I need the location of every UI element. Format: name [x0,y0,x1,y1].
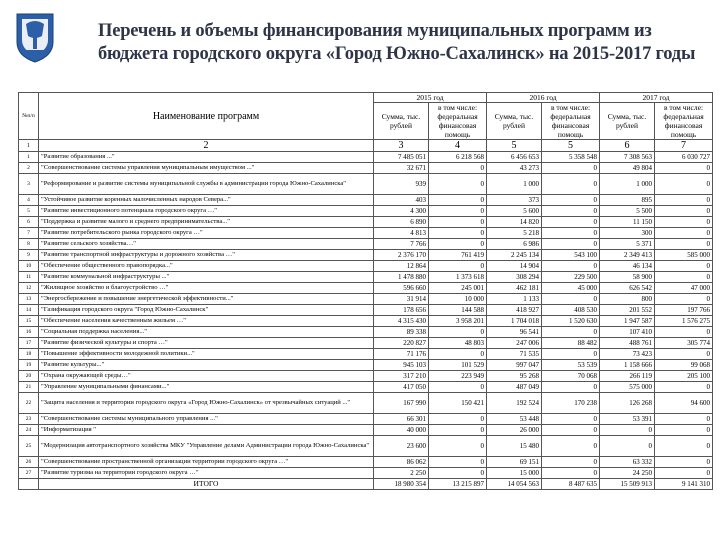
sum-2015: 66 301 [374,414,429,425]
row-num: 17 [19,338,39,349]
program-name: "Социальная поддержка населения..." [39,327,374,338]
row-num: 21 [19,382,39,393]
row-num: 5 [19,206,39,217]
program-name: "Совершенствование пространственной организации территории городского округа …" [39,457,374,468]
fed-2017: 0 [655,239,713,250]
row-num: 13 [19,294,39,305]
fed-2017: 0 [655,294,713,305]
fed-2016: 0 [542,425,600,436]
table-row [19,436,713,457]
fed-2015: 0 [429,261,487,272]
sum-2015: 86 062 [374,457,429,468]
program-name: "Энергосбережение и повышение энергетической эффективности..." [39,294,374,305]
column-index: 5 [487,140,542,152]
total-sum-2015: 18 980 354 [374,479,429,490]
fed-2015: 761 419 [429,250,487,261]
fed-2016: 408 530 [542,305,600,316]
sum-2015: 12 864 [374,261,429,272]
header-sum-2015: Сумма, тыс. рублей [374,103,429,140]
fed-2015: 0 [429,228,487,239]
fed-2017: 0 [655,228,713,239]
sum-2016: 95 268 [487,371,542,382]
fed-2016: 543 100 [542,250,600,261]
fed-2015: 101 529 [429,360,487,371]
fed-2015: 6 218 568 [429,152,487,163]
fed-2015: 150 421 [429,393,487,414]
fed-2017: 0 [655,206,713,217]
table-row [19,349,713,360]
table-row [19,239,713,250]
sum-2017: 63 332 [600,457,655,468]
fed-2017: 0 [655,436,713,457]
fed-2017: 0 [655,349,713,360]
fed-2017: 197 766 [655,305,713,316]
header-fed-2017: в том числе: федеральная финансовая помощь [655,103,713,140]
sum-2016: 462 181 [487,283,542,294]
fed-2016: 0 [542,261,600,272]
sum-2016: 997 047 [487,360,542,371]
fed-2017: 0 [655,195,713,206]
fed-2015: 0 [429,163,487,174]
table-row [19,457,713,468]
fed-2017: 0 [655,457,713,468]
fed-2016: 0 [542,206,600,217]
fed-2015: 0 [429,349,487,360]
sum-2017: 0 [600,425,655,436]
table-row [19,468,713,479]
column-index: 5 [542,140,600,152]
program-name: "Модернизация автотранспортного хозяйства МКУ "Управление делами Администрации города Южно-Сахалинска" [39,436,374,457]
fed-2015: 0 [429,327,487,338]
fed-2016: 0 [542,468,600,479]
total-label: ИТОГО [39,479,374,490]
sum-2015: 167 990 [374,393,429,414]
row-num: 26 [19,457,39,468]
table-row [19,371,713,382]
row-num: 24 [19,425,39,436]
table-row [19,338,713,349]
fed-2015: 0 [429,457,487,468]
row-num: 19 [19,360,39,371]
sum-2017: 895 [600,195,655,206]
header-sum-2016: Сумма, тыс. рублей [487,103,542,140]
total-fed-2016: 8 487 635 [542,479,600,490]
sum-2015: 220 827 [374,338,429,349]
sum-2016: 6 986 [487,239,542,250]
sum-2016: 14 904 [487,261,542,272]
sum-2016: 418 927 [487,305,542,316]
fed-2017: 0 [655,261,713,272]
fed-2016: 0 [542,349,600,360]
fed-2017: 47 000 [655,283,713,294]
program-name: "Совершенствование системы управления муниципальным имуществом ..." [39,163,374,174]
sum-2015: 89 338 [374,327,429,338]
header-fed-2016: в том числе: федеральная финансовая помощь [542,103,600,140]
header-fed-2015: в том числе: федеральная финансовая помощь [429,103,487,140]
fed-2015: 0 [429,468,487,479]
fed-2016: 0 [542,382,600,393]
row-num: 4 [19,195,39,206]
sum-2017: 11 150 [600,217,655,228]
sum-2017: 2 349 413 [600,250,655,261]
fed-2016: 53 539 [542,360,600,371]
row-num: 15 [19,316,39,327]
table-row [19,152,713,163]
fed-2017: 0 [655,425,713,436]
fed-2016: 0 [542,327,600,338]
program-name: "Совершенствование системы муниципального управления ..." [39,414,374,425]
program-name: "Развитие потребительского рынка городского округа …" [39,228,374,239]
fed-2017: 305 774 [655,338,713,349]
header-2017: 2017 год [600,93,713,103]
sum-2016: 373 [487,195,542,206]
sum-2017: 1 947 587 [600,316,655,327]
fed-2017: 6 030 727 [655,152,713,163]
sum-2015: 939 [374,174,429,195]
sum-2015: 945 103 [374,360,429,371]
fed-2016: 0 [542,195,600,206]
table-row [19,217,713,228]
row-num: 14 [19,305,39,316]
fed-2016: 0 [542,239,600,250]
sum-2015: 2 376 170 [374,250,429,261]
sum-2015: 23 600 [374,436,429,457]
sum-2015: 7 485 051 [374,152,429,163]
total-row [19,479,713,490]
fed-2017: 94 600 [655,393,713,414]
row-num: 9 [19,250,39,261]
sum-2015: 4 813 [374,228,429,239]
financing-table [18,92,712,490]
table-body [19,152,713,479]
fed-2015: 0 [429,217,487,228]
table-row [19,272,713,283]
sum-2017: 0 [600,436,655,457]
sum-2017: 7 308 563 [600,152,655,163]
row-num: 3 [19,174,39,195]
row-num: 6 [19,217,39,228]
fed-2015: 0 [429,436,487,457]
program-name: "Устойчивое развитие коренных малочисленных народов Севера..." [39,195,374,206]
column-index: 3 [374,140,429,152]
table-row [19,163,713,174]
row-num: 11 [19,272,39,283]
sum-2015: 4 300 [374,206,429,217]
sum-2016: 247 006 [487,338,542,349]
row-num: 20 [19,371,39,382]
column-index: 4 [429,140,487,152]
sum-2015: 7 766 [374,239,429,250]
sum-2016: 69 151 [487,457,542,468]
sum-2017: 5 500 [600,206,655,217]
fed-2015: 0 [429,239,487,250]
fed-2015: 0 [429,206,487,217]
sum-2017: 800 [600,294,655,305]
program-name: "Газификация городского округа "Город Южно-Сахалинск" [39,305,374,316]
fed-2015: 0 [429,382,487,393]
sum-2016: 53 448 [487,414,542,425]
sum-2016: 5 600 [487,206,542,217]
fed-2017: 0 [655,272,713,283]
sum-2016: 2 245 134 [487,250,542,261]
column-index-row [19,140,713,152]
fed-2017: 0 [655,174,713,195]
total-fed-2015: 13 215 897 [429,479,487,490]
fed-2016: 0 [542,436,600,457]
fed-2015: 0 [429,425,487,436]
program-name: "Информатизация " [39,425,374,436]
coat-of-arms-icon [14,10,56,64]
row-num: 22 [19,393,39,414]
sum-2016: 487 049 [487,382,542,393]
table-row [19,206,713,217]
sum-2017: 126 268 [600,393,655,414]
program-name: "Развитие инвестиционного потенциала городского округа …" [39,206,374,217]
row-num: 25 [19,436,39,457]
sum-2016: 1 704 018 [487,316,542,327]
sum-2016: 43 273 [487,163,542,174]
table-row [19,327,713,338]
fed-2016: 0 [542,174,600,195]
sum-2015: 1 478 880 [374,272,429,283]
total-fed-2017: 9 141 310 [655,479,713,490]
sum-2017: 1 158 666 [600,360,655,371]
program-name: "Развитие сельского хозяйства…" [39,239,374,250]
sum-2015: 6 890 [374,217,429,228]
fed-2017: 1 576 275 [655,316,713,327]
program-name: "Развитие физической культуры и спорта …" [39,338,374,349]
fed-2017: 0 [655,327,713,338]
row-num: 12 [19,283,39,294]
total-num-cell [19,479,39,490]
program-name: "Повышение эффективности молодежной политики..." [39,349,374,360]
sum-2016: 96 541 [487,327,542,338]
fed-2017: 0 [655,468,713,479]
fed-2016: 0 [542,217,600,228]
fed-2017: 99 068 [655,360,713,371]
sum-2016: 15 480 [487,436,542,457]
row-num: 1 [19,152,39,163]
program-name: "Развитие образования ..." [39,152,374,163]
fed-2015: 0 [429,174,487,195]
row-num: 23 [19,414,39,425]
sum-2017: 53 391 [600,414,655,425]
sum-2015: 417 050 [374,382,429,393]
row-num: 8 [19,239,39,250]
row-num: 16 [19,327,39,338]
sum-2015: 178 656 [374,305,429,316]
sum-2017: 201 552 [600,305,655,316]
fed-2017: 0 [655,217,713,228]
table-row [19,294,713,305]
fed-2016: 229 500 [542,272,600,283]
program-name: "Обеспечение населения качественным жильем …" [39,316,374,327]
fed-2016: 0 [542,414,600,425]
sum-2016: 5 218 [487,228,542,239]
column-index: 6 [600,140,655,152]
fed-2015: 245 001 [429,283,487,294]
sum-2015: 40 000 [374,425,429,436]
fed-2015: 10 000 [429,294,487,305]
sum-2016: 308 294 [487,272,542,283]
header-name: Наименование программ [39,93,374,140]
sum-2017: 300 [600,228,655,239]
table-header [19,93,713,152]
fed-2015: 3 958 201 [429,316,487,327]
sum-2015: 71 176 [374,349,429,360]
fed-2015: 0 [429,414,487,425]
row-num: 7 [19,228,39,239]
table-row [19,382,713,393]
fed-2015: 48 803 [429,338,487,349]
program-name: "Реформирование и развитие системы муниципальной службы в администрации города Южно-Сахалинска" [39,174,374,195]
row-num: 10 [19,261,39,272]
column-index: 1 [19,140,39,152]
table-row [19,283,713,294]
fed-2016: 70 068 [542,371,600,382]
fed-2016: 88 482 [542,338,600,349]
title-line-1: Перечень и объемы финансирования муниципальных программ из [98,21,652,41]
sum-2015: 2 250 [374,468,429,479]
fed-2015: 223 949 [429,371,487,382]
fed-2015: 1 373 618 [429,272,487,283]
fed-2016: 0 [542,228,600,239]
table-row [19,174,713,195]
sum-2016: 6 456 653 [487,152,542,163]
program-name: "Защита населения и территории городского округа «Город Южно-Сахалинск» от чрезвычайных ситуаций ..." [39,393,374,414]
fed-2016: 170 238 [542,393,600,414]
sum-2017: 107 410 [600,327,655,338]
title-line-2: бюджета городского округа «Город Южно-Сахалинск» на 2015-2017 годы [98,44,696,64]
sum-2016: 15 000 [487,468,542,479]
table-row [19,228,713,239]
sum-2015: 596 660 [374,283,429,294]
fed-2015: 0 [429,195,487,206]
sum-2016: 71 535 [487,349,542,360]
total-sum-2016: 14 054 563 [487,479,542,490]
table-row [19,261,713,272]
sum-2017: 46 134 [600,261,655,272]
program-name: "Охрана окружающей среды…" [39,371,374,382]
total-sum-2017: 15 509 913 [600,479,655,490]
sum-2017: 5 371 [600,239,655,250]
sum-2015: 31 914 [374,294,429,305]
fed-2017: 0 [655,414,713,425]
program-name: "Развитие культуры..." [39,360,374,371]
sum-2017: 24 250 [600,468,655,479]
sum-2017: 58 900 [600,272,655,283]
sum-2017: 266 119 [600,371,655,382]
fed-2016: 0 [542,163,600,174]
table-row [19,250,713,261]
sum-2016: 192 524 [487,393,542,414]
fed-2017: 585 000 [655,250,713,261]
page-title [98,20,716,66]
sum-2017: 575 000 [600,382,655,393]
fed-2016: 0 [542,294,600,305]
program-name: "Управление муниципальными финансами..." [39,382,374,393]
sum-2016: 1 000 [487,174,542,195]
header-sum-2017: Сумма, тыс. рублей [600,103,655,140]
header-2015: 2015 год [374,93,487,103]
program-name: "Развитие транспортной инфраструктуры и дорожного хозяйства …" [39,250,374,261]
sum-2017: 488 761 [600,338,655,349]
sum-2015: 403 [374,195,429,206]
program-name: "Развитие туризма на территории городского округа …" [39,468,374,479]
program-name: "Обеспечение общественного правопорядка..." [39,261,374,272]
fed-2017: 0 [655,163,713,174]
fed-2016: 1 520 630 [542,316,600,327]
sum-2017: 49 804 [600,163,655,174]
fed-2016: 5 358 548 [542,152,600,163]
fed-2016: 45 000 [542,283,600,294]
fed-2017: 205 100 [655,371,713,382]
sum-2016: 14 820 [487,217,542,228]
sum-2016: 1 133 [487,294,542,305]
sum-2015: 4 315 430 [374,316,429,327]
table-row [19,316,713,327]
program-name: "Поддержка и развитие малого и среднего предпринимательства..." [39,217,374,228]
row-num: 18 [19,349,39,360]
sum-2015: 32 671 [374,163,429,174]
column-index: 2 [39,140,374,152]
table-row [19,414,713,425]
sum-2015: 317 210 [374,371,429,382]
fed-2016: 0 [542,457,600,468]
fed-2017: 0 [655,382,713,393]
header-num: №п/п [19,93,39,140]
fed-2015: 144 588 [429,305,487,316]
sum-2017: 626 542 [600,283,655,294]
row-num: 27 [19,468,39,479]
header-2016: 2016 год [487,93,600,103]
table-row [19,360,713,371]
sum-2016: 26 000 [487,425,542,436]
sum-2017: 1 000 [600,174,655,195]
column-index: 7 [655,140,713,152]
table-row [19,305,713,316]
program-name: "Развитие коммунальной инфраструктуры ..." [39,272,374,283]
program-name: "Жилищное хозяйство и благоустройство …" [39,283,374,294]
table-row [19,195,713,206]
table-row [19,425,713,436]
table-row [19,393,713,414]
row-num: 2 [19,163,39,174]
sum-2017: 73 423 [600,349,655,360]
